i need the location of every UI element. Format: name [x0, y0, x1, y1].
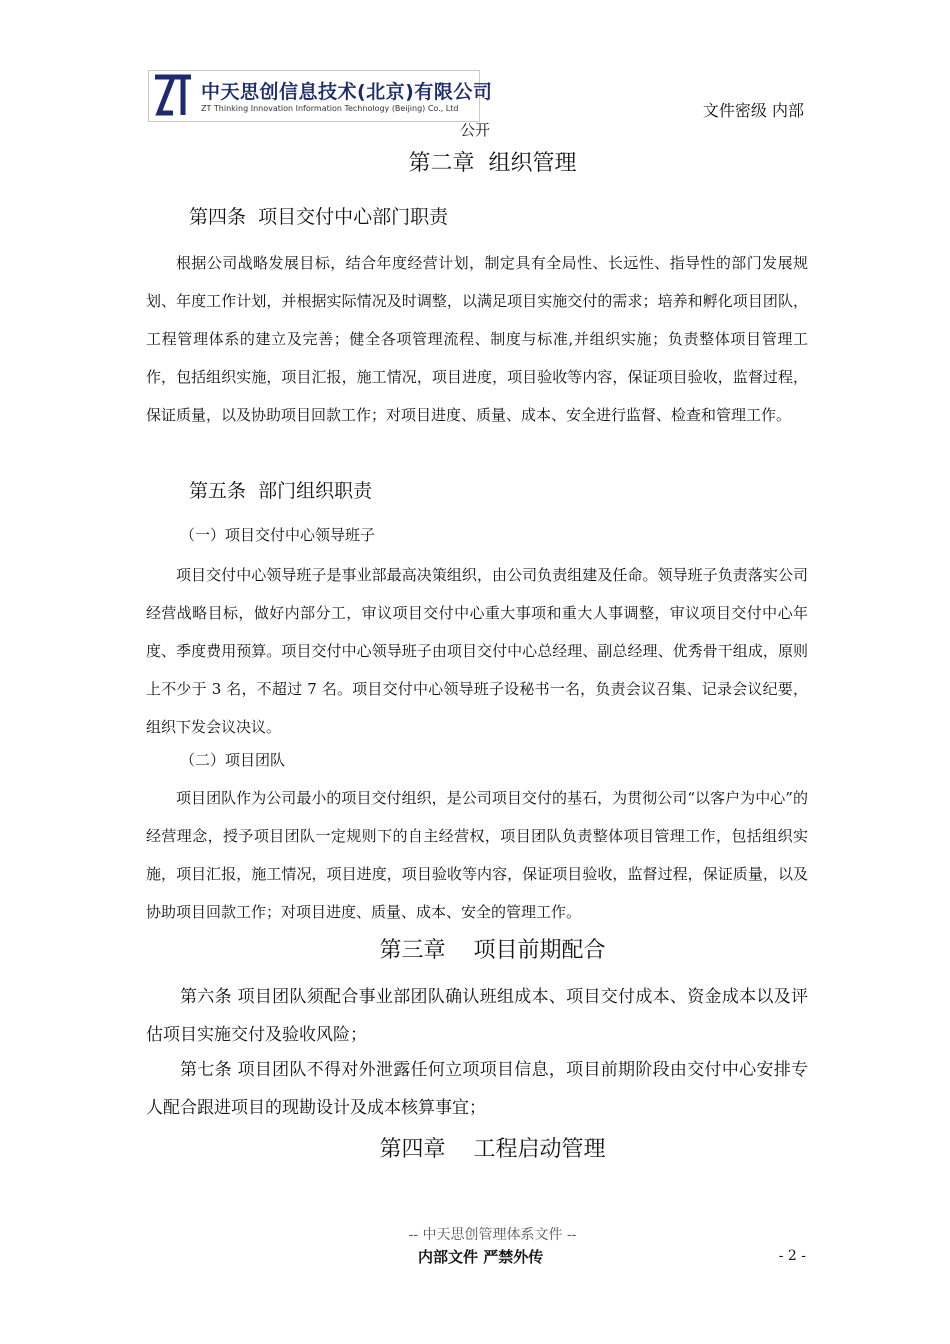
article-4-body: 根据公司战略发展目标，结合年度经营计划，制定具有全局性、长远性、指导性的部门发展规划、年度工作计划，并根据实际情况及时调整，以满足项目实施交付的需求；培养和孵化项目团队，工程管理体系的建立及完善；健全各项管理流程、制度与标准,并组织实施；负责整体项目管理工作，包括组织实施，项目汇报，施工情况，项目进度，项目验收等内容，保证项目验收，监督过程，保证质量，以及协助项目回款工作；对项目进度、质量、成本、安全进行监督、检查和管理工作。 — [146, 254, 808, 424]
logo-company-name: 中天思创信息技术(北京)有限公司 — [201, 81, 493, 103]
chapter-3-title: 第三章 项目前期配合 — [379, 938, 606, 963]
section-2-body: 项目团队作为公司最小的项目交付组织，是公司项目交付的基石，为贯彻公司“以客户为中心”的经营理念，授予项目团队一定规则下的自主经营权，项目团队负责整体项目管理工作，包括组织实施，项目汇报，施工情况，项目进度，项目验收等内容，保证项目验收，监督过程，保证质量，以及协助项目回款工作；对项目进度、质量、成本、安全的管理工作。 — [146, 789, 808, 921]
article-5-title: 第五条 部门组织职责 — [189, 480, 373, 502]
article-7: 第七条 项目团队不得对外泄露任何立项项目信息，项目前期阶段由交付中心安排专人配合跟进项目的现勘设计及成本核算事宜； — [146, 1060, 808, 1118]
security-level-cont: 公开 — [460, 121, 491, 139]
article-4-title: 第四条 项目交付中心部门职责 — [189, 206, 449, 228]
section-2-heading: （二）项目团队 — [180, 751, 286, 769]
section-1-heading: （一）项目交付中心领导班子 — [180, 526, 376, 544]
chapter-2-title: 第二章 组织管理 — [408, 151, 577, 176]
page-number: - 2 - — [778, 1248, 806, 1264]
footer-confidential: 内部文件 严禁外传 — [418, 1248, 544, 1266]
section-1-body: 项目交付中心领导班子是事业部最高决策组织，由公司负责组建及任命。领导班子负责落实公司经营战略目标，做好内部分工，审议项目交付中心重大事项和重大人事调整，审议项目交付中心年度、季度费用预算。项目交付中心领导班子由项目交付中心总经理、副总经理、优秀骨干组成，原则上不少于 3 名，不超过 7 名。项目交付中心领导班子设秘书一名，负责会议召集、记录会议纪要，组织下发会议决议。 — [146, 566, 808, 736]
logo-company-english: ZT Thinking Innovation Information Technology (Beijing) Co., Ltd — [201, 104, 459, 113]
zt-logo-icon — [153, 73, 193, 117]
security-level: 文件密级 内部 — [702, 101, 804, 120]
footer-doc-series: -- 中天思创管理体系文件 -- — [408, 1227, 577, 1243]
article-6: 第六条 项目团队须配合事业部团队确认班组成本、项目交付成本、资金成本以及评估项目实施交付及验收风险； — [146, 987, 808, 1045]
company-logo — [148, 70, 493, 122]
chapter-4-title: 第四章 工程启动管理 — [379, 1137, 606, 1162]
